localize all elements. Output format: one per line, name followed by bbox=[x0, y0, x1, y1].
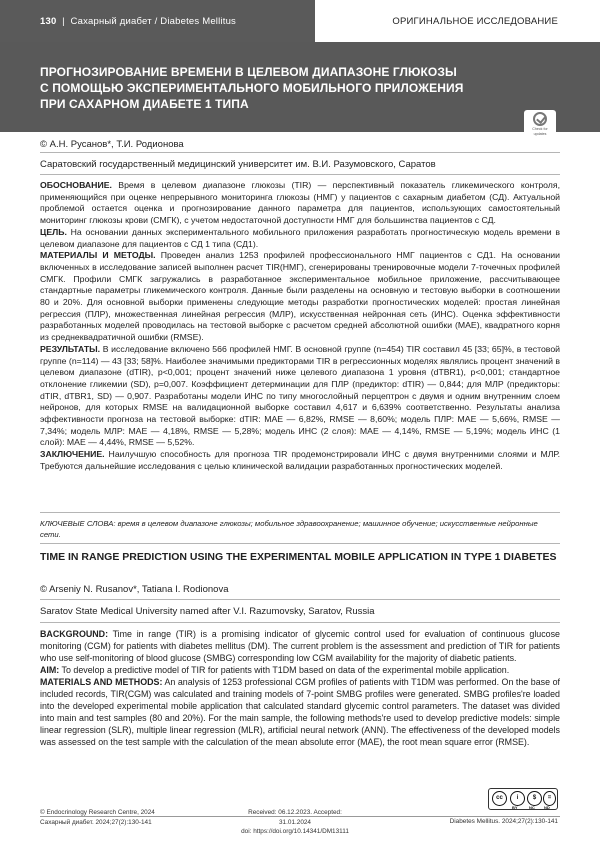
authors-en: © Arseniy N. Rusanov*, Tatiana I. Rodionova bbox=[40, 584, 229, 595]
footer-citation-ru: Сахарный диабет. 2024;27(2):130-141 bbox=[40, 818, 152, 826]
abstract-ru-methods: МАТЕРИАЛЫ И МЕТОДЫ. Проведен анализ 1253 профилей профессионального НМГ пациентов с СД1. На основании включенных в исследование записей выполнен расчет TIR(НМГ), сгенерированы тренировочные модели 7-точечных профилей СМГК. Профили СМГК загружались в разработанное экспериментальное мобильное приложение, рассчитывающее стандартные параметры гликемического контроля. Данные были разделены на основную и тестовую выборки в соотношении 80 и 20%. Для основной выборки применены следующие методы разработки прогностических моделей: простая линейная регрессия (ПЛР), множественная линейная регрессия (МЛР), искусственная нейронная сеть (ИНС). Оценка эффективности разработанных моделей проводилась на тестовой выборке с расчетом средней абсолютной ошибки (MAE), квадратного корня из среднеквадратичной ошибки (RMSE). bbox=[40, 250, 560, 343]
nc-icon: $ bbox=[527, 791, 542, 806]
title-ru-line-3: ПРИ САХАРНОМ ДИАБЕТЕ 1 ТИПА bbox=[40, 97, 249, 111]
running-header-journal: 130 | Сахарный диабет / Diabetes Mellitus bbox=[0, 0, 315, 42]
abstract-ru-aim: ЦЕЛЬ. На основании данных экспериментального мобильного приложения разработать прогностическую модель времени в целевом диапазоне для пациентов с СД 1 типа (СД1). bbox=[40, 226, 560, 249]
divider bbox=[40, 512, 560, 513]
footer-copyright: © Endocrinology Research Centre, 2024 bbox=[40, 809, 155, 816]
abstract-ru-results: РЕЗУЛЬТАТЫ. В исследование включено 566 профилей НМГ. В основной группе (n=454) TIR составил 45 [33; 65]%, в тестовой группе (n=114) — 43 [33; 58]%. Наиболее значимыми предикторами TIR в регрессионных моделях являлись процент значений в целевом диапазоне (dTIR), p<0,001; процент значений ниже целевого диапазона 1 уровня (dTBR1), p<0,001; стандартное отклонение гликемии (SD), p=0,007. Коэффициент детерминации для ПЛР (предиктор: dTIR) — 0,844; для МЛР (предикторы: dTIR, dTBR1, SD) — 0,907. Разработаны модели ИНС по типу многослойный перцептрон с двумя и одним внутренним слоем нейронов, для которых RMSE на валидационной выборке составил 4,617 и 6,639% соответственно. Результаты анализа эффективности прогноза на тестовой выборке: dTIR: MAE — 6,82%, RMSE — 8,60%; модель ПЛР: MAE — 5,66%, RMSE — 7,34%; модель МЛР: MAE — 4,18%, RMSE — 5,28%; модель ИНС (2 слоя): MAE — 4,14%, RMSE — 5,19%; модель ИНС (1 слой): MAE — 4,44%, RMSE — 5,52%. bbox=[40, 343, 561, 448]
article-title-en: TIME IN RANGE PREDICTION USING THE EXPERIMENTAL MOBILE APPLICATION IN TYPE 1 DIABETES bbox=[40, 551, 557, 563]
article-title-ru bbox=[40, 64, 510, 112]
journal-path: Сахарный диабет / Diabetes Mellitus bbox=[70, 16, 237, 27]
abstract-ru-background: ОБОСНОВАНИЕ. Время в целевом диапазоне глюкозы (TIR) — перспективный показатель гликемического контроля, применяющийся при оценке непрерывного мониторинга глюкозы (НМГ) у пациентов с сахарным диабетом (СД). Актуальной проблемой остается оценка и прогнозирование данного параметра для пациентов, использующих самостоятельный мониторинг глюкозы крови (СМГК), с учетом недостаточной доступности НМГ для большинства пациентов с СД. bbox=[40, 180, 560, 226]
footer-doi[interactable]: doi: https://doi.org/10.14341/DM13111 bbox=[241, 828, 349, 835]
affiliation-ru: Саратовский государственный медицинский университет им. В.И. Разумовского, Саратов bbox=[40, 159, 436, 170]
by-icon: i bbox=[510, 791, 525, 806]
check-for-updates-badge[interactable]: Check for updates bbox=[524, 110, 556, 140]
abstract-ru bbox=[40, 180, 560, 473]
footer-dates: Received: 06.12.2023. Accepted: 31.01.2024 bbox=[248, 809, 342, 826]
authors-ru: © А.Н. Русанов*, Т.И. Родионова bbox=[40, 139, 184, 150]
divider bbox=[40, 599, 560, 600]
footer-left bbox=[40, 808, 155, 827]
running-header-section bbox=[315, 0, 600, 42]
title-ru-line-1: ПРОГНОЗИРОВАНИЕ ВРЕМЕНИ В ЦЕЛЕВОМ ДИАПАЗОНЕ ГЛЮКОЗЫ bbox=[40, 65, 457, 79]
abstract-en-methods: MATERIALS AND METHODS: An analysis of 1253 professional CGM profiles of patients with T1DM was performed. On the base of included records, TIR(CGM) was calculated and training models of 7-point SMBG profiles were generated. SMBG profiles're loaded into the developed experimental mobile application that calculated standard glycemic control parameters. The dataset was divided into main and test samples (80 and 20%). For the main sample, the following methods're used to develop predictive models: simple linear regression (SLR), multiple linear regression (MLR), artificial neural network (ANN). The effectiveness of the developed models was assessed on the test sample with the calculation of the mean absolute error (MAE), the root mean square error (RMSE). bbox=[40, 677, 560, 747]
divider bbox=[40, 622, 560, 623]
cc-icon: cc bbox=[492, 791, 507, 806]
divider bbox=[40, 174, 560, 175]
section-label: ОРИГИНАЛЬНОЕ ИССЛЕДОВАНИЕ bbox=[392, 16, 558, 27]
footer-center bbox=[240, 808, 350, 837]
cc-license-badge[interactable]: cc i $ = BY NC ND bbox=[488, 788, 558, 810]
affiliation-en: Saratov State Medical University named after V.I. Razumovsky, Saratov, Russia bbox=[40, 606, 375, 617]
abstract-en-background: BACKGROUND: Time in range (TIR) is a promising indicator of glycemic control used for evaluation of continuous glucose monitoring (CGM) for patients with diabetes mellitus (DM). The current problem is the assessment and prediction of TIR for patients who use self-monitoring of blood glucose (SMBG) corresponding low CGM availability for the majority of diabetic patients. bbox=[40, 629, 560, 663]
title-ru-line-2: С ПОМОЩЬЮ ЭКСПЕРИМЕНТАЛЬНОГО МОБИЛЬНОГО ПРИЛОЖЕНИЯ bbox=[40, 81, 464, 95]
running-header bbox=[0, 0, 600, 42]
title-band bbox=[0, 42, 600, 136]
keywords-ru: КЛЮЧЕВЫЕ СЛОВА: время в целевом диапазоне глюкозы; мобильное здравоохранение; машинное обучение; искусственные нейронные сети. bbox=[40, 519, 538, 539]
abstract-ru-conclusion: ЗАКЛЮЧЕНИЕ. Наилучшую способность для прогноза TIR продемонстрировали ИНС с двумя внутренними слоями и МЛР. Требуются дальнейшие исследования с целью клинической валидации разработанных прогностических моделей. bbox=[40, 449, 560, 471]
page-number: 130 bbox=[40, 16, 57, 27]
footer-citation-en: Diabetes Mellitus. 2024;27(2):130-141 bbox=[449, 818, 558, 825]
check-icon bbox=[533, 112, 547, 126]
abstract-en-aim: AIM: To develop a predictive model of TIR for patients with T1DM based on data of the experimental mobile application. bbox=[40, 665, 510, 675]
divider bbox=[40, 152, 560, 153]
page-footer bbox=[0, 795, 600, 842]
divider bbox=[40, 543, 560, 544]
nd-icon: = bbox=[543, 791, 556, 806]
abstract-en bbox=[40, 628, 560, 748]
